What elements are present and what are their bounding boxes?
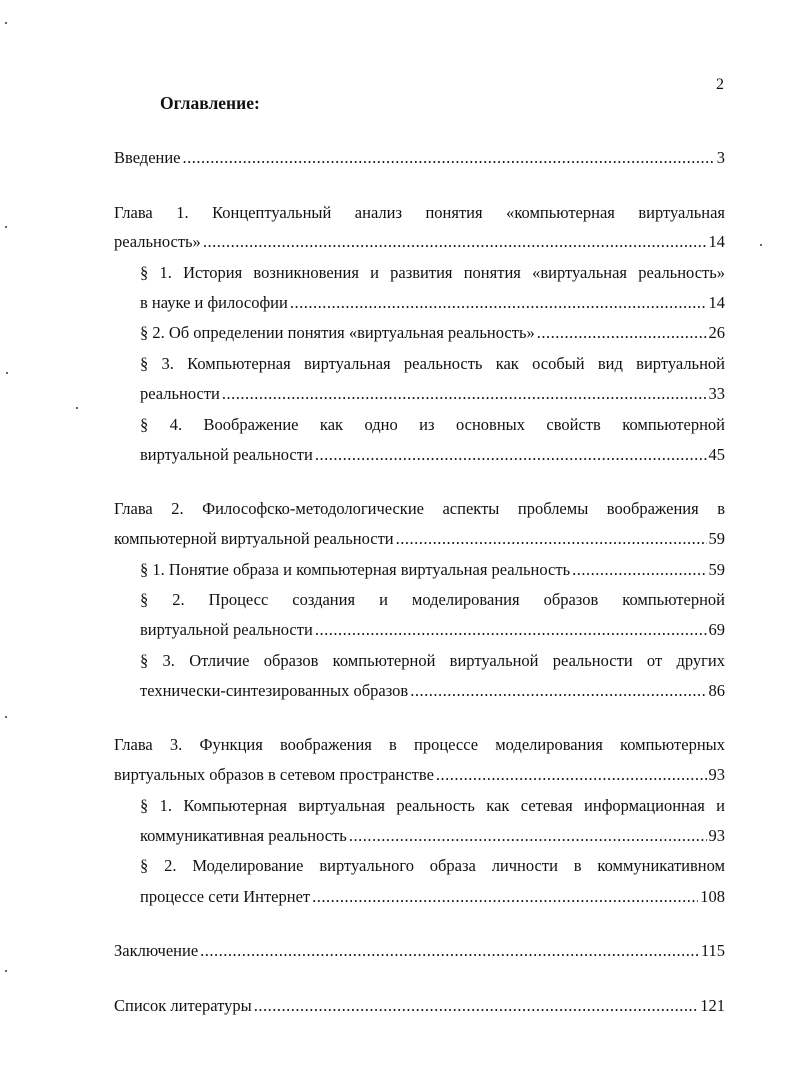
toc-entry-label: виртуальной реальности xyxy=(140,445,313,464)
toc-entry-label: в науке и философии xyxy=(140,293,288,312)
toc-section-3-1-line1[interactable]: § 1. Компьютерная виртуальная реальность как сетевая информационная и xyxy=(140,796,725,815)
toc-entry-page: 121 xyxy=(700,996,725,1015)
toc-section-1-1-line1[interactable]: § 1. История возникновения и развития понятия «виртуальная реальность» xyxy=(140,263,725,282)
toc-entry-page: 108 xyxy=(700,887,725,906)
toc-entry-page: 45 xyxy=(708,445,725,464)
toc-entry-page: 93 xyxy=(708,765,725,784)
toc-chapter-2-line1[interactable]: Глава 2. Философско-методологические аспекты проблемы воображения в xyxy=(114,499,725,518)
toc-section-1-1[interactable] xyxy=(140,292,725,314)
toc-section-2-2[interactable] xyxy=(140,619,725,641)
toc-chapter-1-line1[interactable]: Глава 1. Концептуальный анализ понятия «компьютерная виртуальная xyxy=(114,203,725,222)
toc-entry-page: 14 xyxy=(708,293,725,312)
scan-speck xyxy=(6,372,8,374)
toc-section-1-3-line1[interactable]: § 3. Компьютерная виртуальная реальность как особый вид виртуальной xyxy=(140,354,725,373)
scan-speck xyxy=(5,716,7,718)
toc-chapter-3[interactable] xyxy=(114,764,725,786)
toc-section-2-3[interactable] xyxy=(140,680,725,702)
toc-entry-page: 69 xyxy=(708,620,725,639)
toc-chapter-2[interactable] xyxy=(114,528,725,550)
scan-speck xyxy=(5,226,7,228)
toc-entry-label: технически-синтезированных образов xyxy=(140,681,409,700)
toc-entry-label: § 1. Понятие образа и компьютерная виртуальная реальность xyxy=(140,560,571,579)
scan-speck xyxy=(5,970,7,972)
toc-entry-page: 3 xyxy=(716,148,725,167)
toc-entry-conclusion[interactable] xyxy=(114,940,725,962)
toc-section-2-1[interactable] xyxy=(140,559,725,581)
toc-entry-label: коммуникативная реальность xyxy=(140,826,347,845)
toc-chapter-3-line1[interactable]: Глава 3. Функция воображения в процессе моделирования компьютерных xyxy=(114,735,725,754)
toc-entry-intro[interactable] xyxy=(114,147,725,169)
toc-entry-page: 59 xyxy=(708,560,725,579)
toc-entry-label: виртуальных образов в сетевом пространстве xyxy=(114,765,434,784)
toc-entry-page: 86 xyxy=(708,681,725,700)
toc-section-2-2-line1[interactable]: § 2. Процесс создания и моделирования образов компьютерной xyxy=(140,590,725,609)
toc-entry-page: 59 xyxy=(708,529,725,548)
toc-section-3-2-line1[interactable]: § 2. Моделирование виртуального образа личности в коммуникативном xyxy=(140,856,725,875)
scan-speck xyxy=(760,244,762,246)
toc-entry-label: § 2. Об определении понятия «виртуальная реальность» xyxy=(140,323,535,342)
toc-section-2-3-line1[interactable]: § 3. Отличие образов компьютерной виртуальной реальности от других xyxy=(140,651,725,670)
toc-title: Оглавление: xyxy=(160,93,260,113)
toc-entry-page: 26 xyxy=(708,323,725,342)
toc-section-3-2[interactable] xyxy=(140,886,725,908)
toc-section-1-3[interactable] xyxy=(140,383,725,405)
toc-entry-label: Заключение xyxy=(114,941,199,960)
toc-entry-label: виртуальной реальности xyxy=(140,620,313,639)
toc-entry-references[interactable] xyxy=(114,995,725,1017)
scan-speck xyxy=(76,407,78,409)
toc-section-1-4[interactable] xyxy=(140,444,725,466)
scan-speck xyxy=(5,22,7,24)
toc-entry-page: 33 xyxy=(708,384,725,403)
toc-entry-label: реальность» xyxy=(114,232,201,251)
toc-entry-page: 14 xyxy=(708,232,725,251)
toc-section-1-4-line1[interactable]: § 4. Воображение как одно из основных свойств компьютерной xyxy=(140,415,725,434)
toc-entry-label: компьютерной виртуальной реальности xyxy=(114,529,394,548)
toc-chapter-1[interactable] xyxy=(114,231,725,253)
toc-entry-label: процессе сети Интернет xyxy=(140,887,311,906)
toc-entry-page: 115 xyxy=(700,941,725,960)
toc-entry-label: Введение xyxy=(114,148,181,167)
toc-entry-page: 93 xyxy=(708,826,725,845)
toc-entry-label: реальности xyxy=(140,384,220,403)
toc-section-3-1[interactable] xyxy=(140,825,725,847)
page-number: 2 xyxy=(716,76,724,93)
toc-entry-label: Список литературы xyxy=(114,996,252,1015)
toc-section-1-2[interactable] xyxy=(140,322,725,344)
